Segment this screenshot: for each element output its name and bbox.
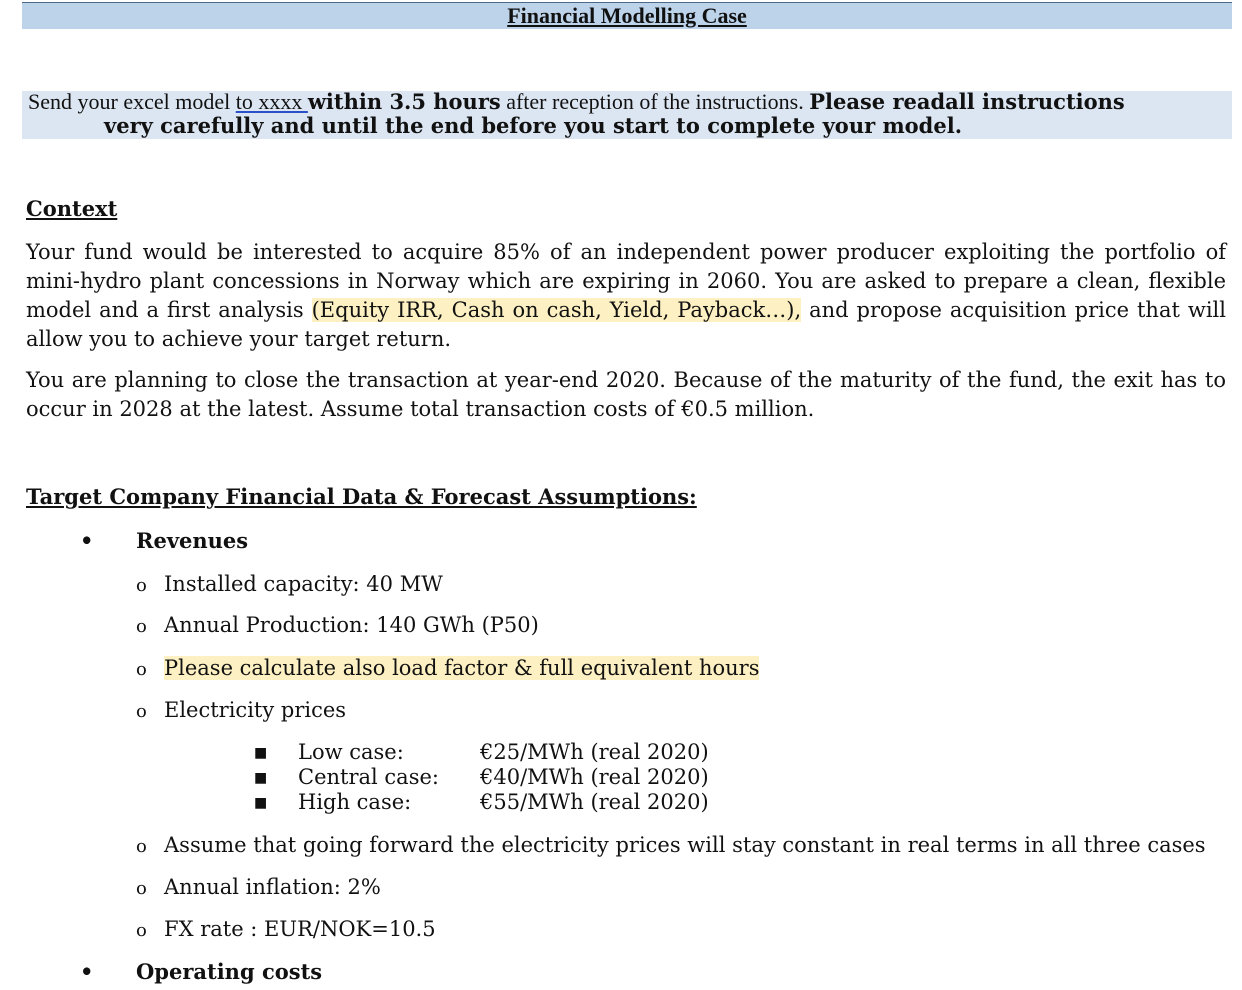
circle-bullet-icon: o (136, 701, 147, 722)
list-item-text: Installed capacity: 40 MW (164, 572, 443, 596)
list-item-text: Assume that going forward the electricity prices will stay constant in real terms in all three cases (164, 833, 1206, 857)
price-value: €55/MWh (real 2020) (480, 790, 709, 814)
context-p1-text-b: and propose acquisition price that will allow you to achieve your target return. (26, 298, 1226, 351)
bullet-dot: • (80, 959, 94, 984)
instructions-band (22, 91, 1232, 139)
list-item-text: Annual inflation: 2% (164, 875, 381, 899)
list-item (136, 917, 436, 941)
assumptions-heading: Target Company Financial Data & Forecast Assumptions: (26, 484, 697, 509)
email-placeholder-link[interactable]: to xxxx (235, 89, 308, 114)
context-paragraph-1 (26, 238, 1226, 354)
circle-bullet-icon: o (136, 659, 147, 680)
revenues-label: Revenues (136, 528, 249, 553)
price-row-low (254, 740, 709, 766)
price-case-label: Central case: (298, 765, 439, 789)
circle-bullet-icon: o (136, 575, 147, 596)
square-bullet-icon: ■ (254, 770, 268, 786)
list-item (136, 833, 1206, 857)
list-item-text: FX rate : EUR/NOK=10.5 (164, 917, 436, 941)
document-title: Financial Modelling Case (507, 3, 747, 28)
price-case-label: Low case: (298, 740, 404, 764)
bullet-dot: • (80, 528, 94, 553)
list-item (136, 613, 539, 637)
price-value: €40/MWh (real 2020) (480, 765, 709, 789)
context-paragraph-2: You are planning to close the transaction at year-end 2020. Because of the maturity of the fund, the exit has to occur in 2028 at the latest. Assume total transaction costs of €0.5 million. (26, 368, 1226, 421)
instructions-line-1 (28, 91, 1228, 114)
price-row-central (254, 765, 709, 791)
list-item-text: Annual Production: 140 GWh (P50) (164, 613, 539, 637)
circle-bullet-icon: o (136, 836, 147, 857)
operating-costs-label: Operating costs (136, 959, 323, 984)
instructions-deadline: within 3.5 hours (307, 89, 501, 114)
circle-bullet-icon: o (136, 920, 147, 941)
circle-bullet-icon: o (136, 878, 147, 899)
list-item (136, 656, 759, 680)
context-heading: Context (26, 196, 118, 221)
bullet-operating-costs (80, 959, 322, 984)
circle-bullet-icon: o (136, 616, 147, 637)
price-value: €25/MWh (real 2020) (480, 740, 709, 764)
list-item (136, 572, 443, 596)
instructions-line-2: very carefully and until the end before you start to complete your model. (104, 113, 963, 138)
list-item-text-highlight: Please calculate also load factor & full equivalent hours (164, 656, 760, 680)
context-p1-highlight: (Equity IRR, Cash on cash, Yield, Payback…), (311, 298, 802, 322)
bullet-revenues (80, 528, 248, 553)
instructions-emphasis: Please readall instructions (809, 89, 1125, 114)
instructions-text-2: after reception of the instructions. (500, 89, 810, 114)
title-band (22, 2, 1232, 29)
list-item (136, 875, 381, 899)
square-bullet-icon: ■ (254, 795, 268, 811)
context-p1-text-a: Your fund would be interested to acquire 85% of an independent power producer exploiting the portfolio of mini-hydro plant concessions in Norway which are expiring in 2060. You are asked to prepare a clean, flexible model and a first analysis (26, 240, 1226, 322)
price-row-high (254, 790, 709, 816)
instructions-text-1: Send your excel model (28, 89, 236, 114)
list-item (136, 698, 346, 722)
square-bullet-icon: ■ (254, 745, 268, 761)
list-item-text: Electricity prices (164, 698, 347, 722)
price-case-label: High case: (298, 790, 412, 814)
